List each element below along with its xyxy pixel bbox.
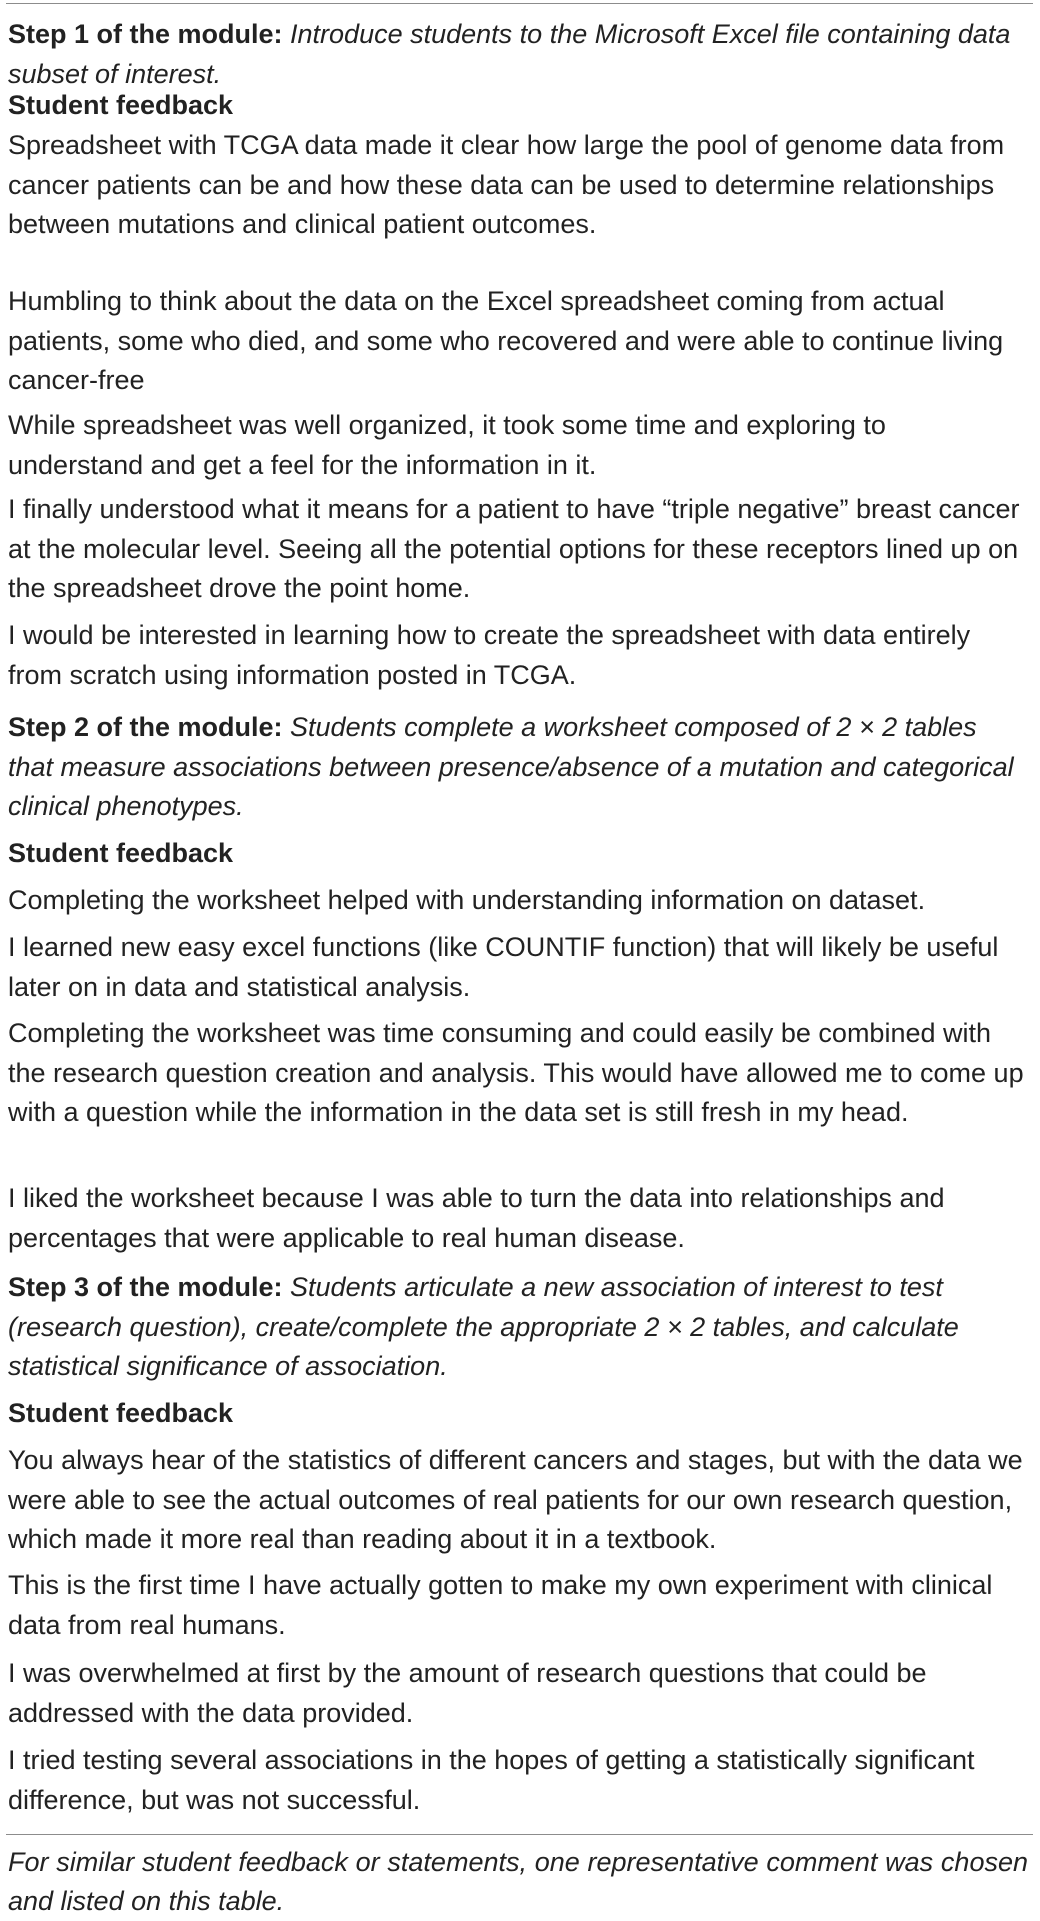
feedback-comment: I liked the worksheet because I was able to turn the data into relationships and percentages that were applicable to real human disease. — [8, 1183, 945, 1253]
step-label: Step 1 of the module: — [8, 19, 283, 49]
feedback-heading: Student feedback — [8, 1398, 234, 1428]
feedback-comment: While spreadsheet was well organized, it took some time and exploring to understand and get a feel for the information in it. — [8, 410, 886, 480]
feedback-comment: Completing the worksheet was time consuming and could easily be combined with the research question creation and analysis. This would have allowed me to come up with a question while the information in the data set is still fresh in my head. — [8, 1018, 1024, 1127]
step-label: Step 3 of the module: — [8, 1272, 283, 1302]
feedback-comment: This is the first time I have actually gotten to make my own experiment with clinical data from real humans. — [8, 1570, 993, 1640]
feedback-heading: Student feedback — [8, 838, 234, 868]
step-2-row — [8, 708, 1028, 827]
feedback-comment: I was overwhelmed at first by the amount of research questions that could be addressed with the data provided. — [8, 1658, 927, 1728]
feedback-comment: Completing the worksheet helped with understanding information on dataset. — [8, 885, 926, 915]
table-footnote: For similar student feedback or statements, one representative comment was chosen and listed on this table. — [8, 1847, 1028, 1916]
table-top-rule — [6, 3, 1033, 4]
feedback-heading: Student feedback — [8, 90, 234, 120]
step-label: Step 2 of the module: — [8, 712, 283, 742]
feedback-comment: Humbling to think about the data on the Excel spreadsheet coming from actual patients, some who died, and some who recovered and were able to continue living cancer-free — [8, 286, 1004, 395]
feedback-comment: I would be interested in learning how to create the spreadsheet with data entirely from scratch using information posted in TCGA. — [8, 620, 971, 690]
step-description: Introduce students to the Microsoft Excel file containing data subset of interest. — [8, 19, 1011, 89]
feedback-comment: Spreadsheet with TCGA data made it clear how large the pool of genome data from cancer patients can be and how these data can be used to determine relationships between mutations and clinical patient outcomes. — [8, 130, 1005, 239]
step-description: Students articulate a new association of interest to test (research question), create/complete the appropriate 2 × 2 tables, and calculate statistical significance of association. — [8, 1272, 959, 1381]
feedback-comment: I finally understood what it means for a patient to have “triple negative” breast cancer at the molecular level. Seeing all the potential options for these receptors lined up on the spreadsheet drove the point home. — [8, 494, 1020, 603]
step-3-row — [8, 1268, 1028, 1387]
table-bottom-rule — [6, 1834, 1033, 1835]
feedback-comment: I learned new easy excel functions (like COUNTIF function) that will likely be useful later on in data and statistical analysis. — [8, 932, 999, 1002]
feedback-comment: You always hear of the statistics of different cancers and stages, but with the data we were able to see the actual outcomes of real patients for our own research question, which made it more real than reading about it in a textbook. — [8, 1445, 1023, 1554]
feedback-comment: I tried testing several associations in the hopes of getting a statistically significant difference, but was not successful. — [8, 1745, 975, 1815]
step-description: Students complete a worksheet composed of 2 × 2 tables that measure associations between presence/absence of a mutation and categorical clinical phenotypes. — [8, 712, 1014, 821]
step-1-row — [8, 15, 1028, 94]
